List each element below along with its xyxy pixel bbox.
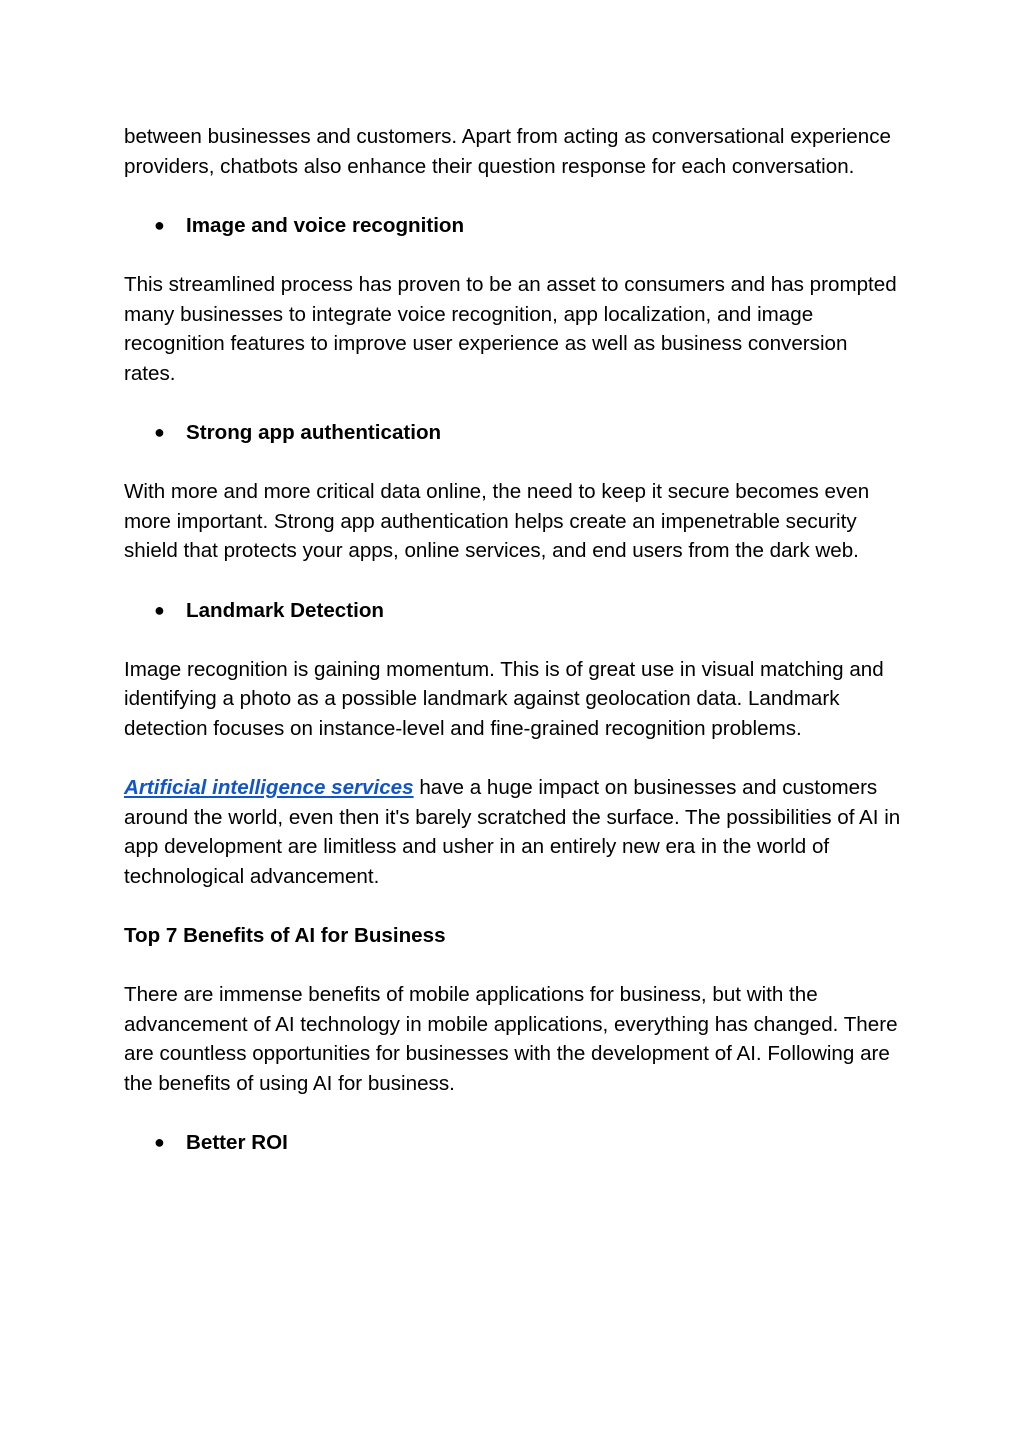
paragraph-authentication: With more and more critical data online, the need to keep it secure becomes even more important. Strong app authentication helps create an impenetrable security shield that protects your apps, online services, and end users from the dark web. bbox=[124, 480, 870, 563]
bullet-list-authentication bbox=[124, 418, 904, 448]
bullet-item-strong-app-authentication bbox=[124, 418, 904, 448]
bullet-list-roi bbox=[124, 1128, 904, 1158]
paragraph-benefits-intro: There are immense benefits of mobile applications for business, but with the advancement of AI technology in mobile applications, everything has changed. There are countless opportunities for businesses with the development of AI. Following are the benefits of using AI for business. bbox=[124, 983, 898, 1095]
ai-services-link[interactable]: Artificial intelligence services bbox=[124, 776, 414, 800]
bullet-item-landmark-detection bbox=[124, 596, 904, 626]
bullet-item-better-roi bbox=[124, 1128, 904, 1158]
bullet-label: Landmark Detection bbox=[186, 598, 384, 622]
paragraph-landmark: Image recognition is gaining momentum. This is of great use in visual matching and identifying a photo as a possible landmark against geolocation data. Landmark detection focuses on instance-level and fine-grained recognition problems. bbox=[124, 657, 884, 740]
section-heading: Top 7 Benefits of AI for Business bbox=[124, 924, 446, 948]
bullet-label: Image and voice recognition bbox=[186, 213, 465, 237]
paragraph-intro: between businesses and customers. Apart from acting as conversational experience providers, chatbots also enhance their question response for each conversation. bbox=[124, 125, 891, 178]
paragraph-ai-services bbox=[124, 773, 904, 891]
bullet-icon: ● bbox=[154, 421, 165, 442]
bullet-item-image-voice-recognition bbox=[124, 211, 904, 241]
paragraph-ai-services-text: have a huge impact on businesses and customers around the world, even then it's barely scratched the surface. The possibilities of AI in app development are limitless and usher in an entirely new era in the world of technological advancement. bbox=[124, 776, 901, 888]
document-body bbox=[124, 122, 904, 1158]
bullet-icon: ● bbox=[154, 1132, 165, 1153]
paragraph-image-voice: This streamlined process has proven to be an asset to consumers and has prompted many businesses to integrate voice recognition, app localization, and image recognition features to improve user experience as well as business conversion rates. bbox=[124, 272, 897, 385]
bullet-list-landmark bbox=[124, 596, 904, 626]
bullet-icon: ● bbox=[154, 599, 165, 620]
bullet-list-image-voice bbox=[124, 211, 904, 241]
bullet-label: Better ROI bbox=[186, 1131, 288, 1155]
bullet-label: Strong app authentication bbox=[186, 420, 442, 444]
bullet-icon: ● bbox=[154, 214, 165, 235]
